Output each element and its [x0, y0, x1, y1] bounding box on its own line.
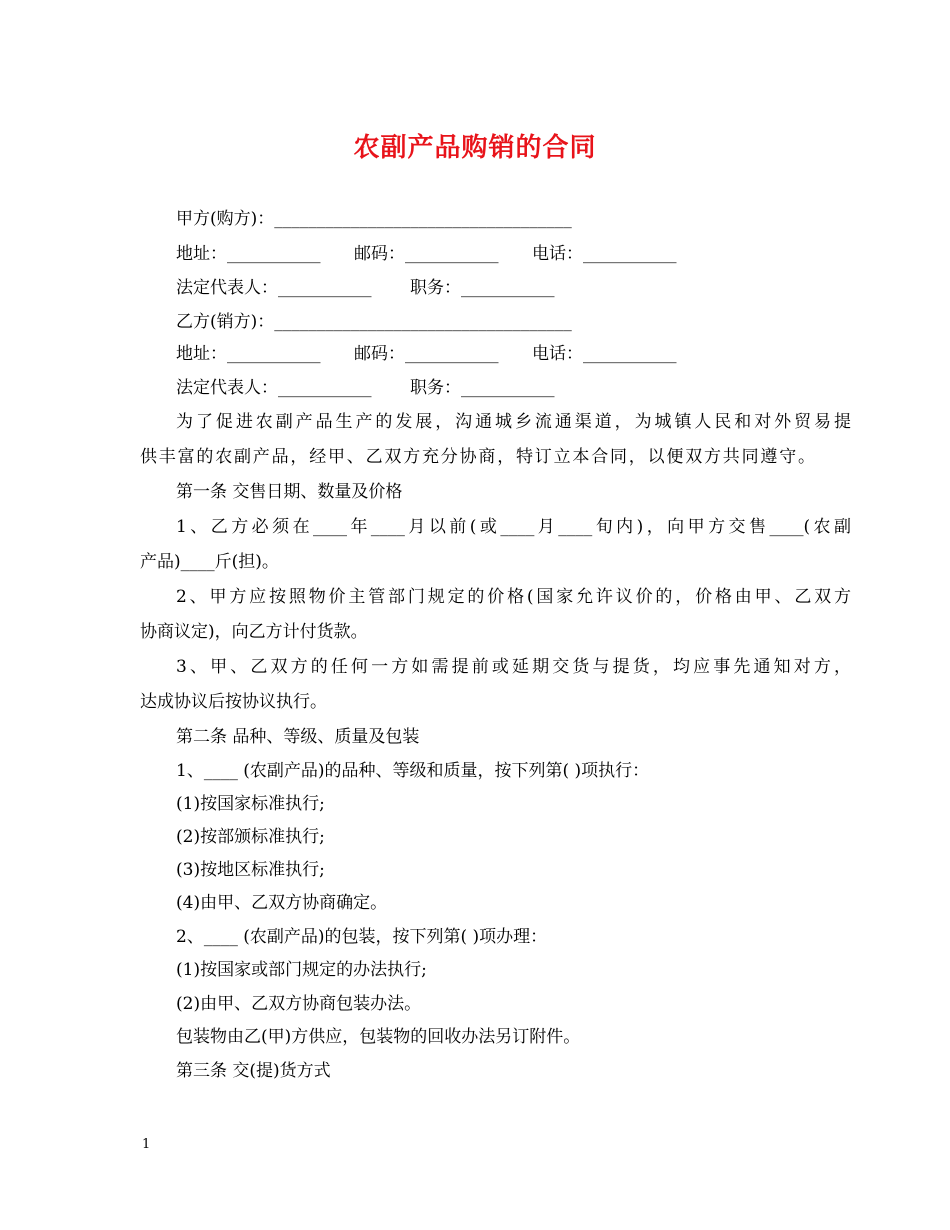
buyer-address-field: 地址：___________: [176, 244, 321, 264]
clause-2-1-option-4: (4)由甲、乙双方协商确定。: [176, 893, 388, 913]
buyer-phone-field: 电话：___________: [532, 244, 677, 264]
clause-1-3-line-2: 达成协议后按协议执行。: [140, 692, 327, 712]
clause-1-2-line-2: 协商议定)，向乙方计付货款。: [140, 622, 368, 642]
clause-2-1: 1、____ (农副产品)的品种、等级和质量，按下列第( )项执行：: [176, 761, 650, 781]
clause-2-2: 2、____ (农副产品)的包装，按下列第( )项办理：: [176, 927, 548, 947]
document-title: 农副产品购销的合同: [353, 133, 597, 163]
clause-2-1-option-2: (2)按部颁标准执行;: [176, 827, 325, 847]
clause-1-1-line-2: 产品)____斤(担)。: [140, 552, 279, 572]
article-2-heading: 第二条 品种、等级、质量及包装: [176, 727, 420, 747]
buyer-line: 甲方(购方)：___________________________________: [176, 209, 572, 229]
article-1-heading: 第一条 交售日期、数量及价格: [176, 482, 403, 502]
packaging-note: 包装物由乙(甲)方供应，包装物的回收办法另订附件。: [176, 1027, 581, 1047]
seller-postcode-field: 邮码：___________: [354, 344, 499, 364]
clause-2-2-option-2: (2)由甲、乙双方协商包装办法。: [176, 994, 422, 1014]
buyer-title-field: 职务：___________: [410, 278, 555, 298]
clause-1-3-line-1: 3、甲、乙双方的任何一方如需提前或延期交货与提货，均应事先通知对方，: [176, 657, 851, 677]
seller-address-field: 地址：___________: [176, 344, 321, 364]
article-3-heading: 第三条 交(提)货方式: [176, 1061, 331, 1081]
seller-phone-field: 电话：___________: [532, 344, 677, 364]
buyer-rep-field: 法定代表人：___________: [176, 278, 372, 298]
seller-line: 乙方(销方)：___________________________________: [176, 312, 572, 332]
buyer-postcode-field: 邮码：___________: [354, 244, 499, 264]
clause-2-2-option-1: (1)按国家或部门规定的办法执行;: [176, 960, 427, 980]
preamble-line-2: 供丰富的农副产品，经甲、乙双方充分协商，特订立本合同，以便双方共同遵守。: [140, 447, 815, 467]
clause-1-1-line-1: 1、乙方必须在____年____月以前(或____月____旬内)，向甲方交售____(农副: [176, 517, 851, 537]
seller-title-field: 职务：___________: [410, 378, 555, 398]
preamble-line-1: 为了促进农副产品生产的发展，沟通城乡流通渠道，为城镇人民和对外贸易提: [176, 412, 851, 432]
clause-2-1-option-1: (1)按国家标准执行;: [176, 794, 325, 814]
clause-1-2-line-1: 2、甲方应按照物价主管部门规定的价格(国家允许议价的，价格由甲、乙双方: [176, 587, 851, 607]
seller-rep-field: 法定代表人：___________: [176, 378, 372, 398]
page-number: 1: [142, 1137, 151, 1152]
clause-2-1-option-3: (3)按地区标准执行;: [176, 860, 325, 880]
